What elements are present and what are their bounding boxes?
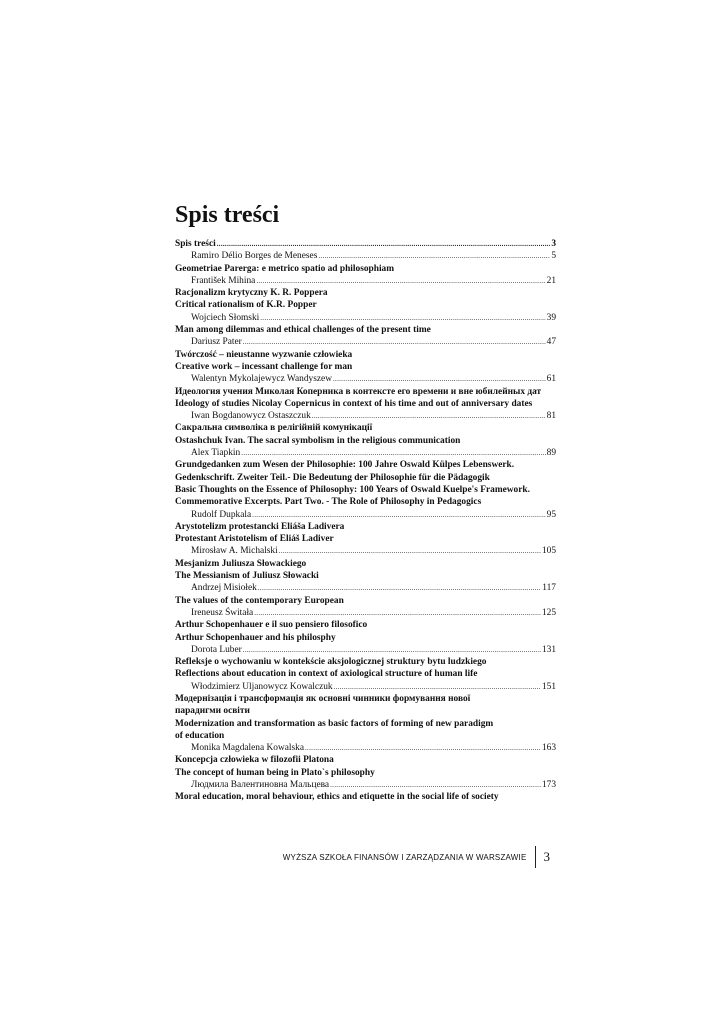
dot-leader xyxy=(260,312,545,324)
toc-author-line xyxy=(175,312,556,324)
toc-page-number: 105 xyxy=(541,546,556,557)
toc-title: Grundgedanken zum Wesen der Philosophie: 100 Jahre Oswald Külpes Lebenswerk. xyxy=(175,460,515,471)
toc-title: Модернізація і трансформація як основні чинники формування нової xyxy=(175,693,471,704)
toc-title: Creative work – incessant challenge for man xyxy=(175,361,353,372)
dot-leader xyxy=(333,373,546,385)
toc-author-line xyxy=(175,607,556,619)
toc-title: The concept of human being in Plato`s philosophy xyxy=(175,767,375,778)
dot-leader xyxy=(243,336,546,348)
toc-author: Dorota Luber xyxy=(191,644,242,655)
toc-title-line xyxy=(175,521,556,533)
dot-leader xyxy=(252,509,545,521)
toc-author: Ramiro Délio Borges de Meneses xyxy=(191,251,318,262)
page-footer xyxy=(283,846,550,868)
toc-title: Koncepcja człowieka w filozofii Platona xyxy=(175,755,334,766)
toc-author-line xyxy=(175,681,556,693)
toc-author-line xyxy=(175,275,556,287)
toc-title-line xyxy=(175,238,556,250)
toc-author: Alex Tiapkin xyxy=(191,448,241,459)
toc-title-line xyxy=(175,632,556,644)
toc-title-line xyxy=(175,558,556,570)
toc-page-number: 39 xyxy=(546,312,556,323)
toc-title: Сакральна символіка в релігійній комунікації xyxy=(175,423,373,434)
toc-title: Gedenkschrift. Zweiter Teil.- Die Bedeutung der Philosophie für die Pädagogik xyxy=(175,472,490,483)
toc-author-line xyxy=(175,509,556,521)
toc-title-line xyxy=(175,386,556,398)
dot-leader xyxy=(254,607,541,619)
toc-title-line xyxy=(175,595,556,607)
toc-title-line xyxy=(175,668,556,680)
toc-title-line xyxy=(175,435,556,447)
toc-title-line xyxy=(175,656,556,668)
toc-author-line xyxy=(175,582,556,594)
toc-title: Twórczość – nieustanne wyzwanie człowieka xyxy=(175,349,353,360)
toc-page-number: 131 xyxy=(541,644,556,655)
toc-author-line xyxy=(175,336,556,348)
toc-page-number: 47 xyxy=(546,337,556,348)
toc-title-line xyxy=(175,718,556,730)
dot-leader xyxy=(330,779,541,791)
dot-leader xyxy=(318,250,550,262)
toc-page-number: 95 xyxy=(546,509,556,520)
toc-author: Walentyn Mykolajewycz Wandyszew xyxy=(191,374,332,385)
toc-page-number: 125 xyxy=(541,607,556,618)
dot-leader xyxy=(217,238,551,250)
toc-title: Critical rationalism of K.R. Popper xyxy=(175,300,317,311)
toc-author-line xyxy=(175,779,556,791)
toc-title: Man among dilemmas and ethical challenges of the present time xyxy=(175,325,431,336)
toc-author: Wojciech Słomski xyxy=(191,312,260,323)
toc-title-line xyxy=(175,287,556,299)
toc-title: The Messianism of Juliusz Słowacki xyxy=(175,571,319,582)
toc-title-line xyxy=(175,754,556,766)
footer-publisher: WYŻSZA SZKOŁA FINANSÓW I ZARZĄDZANIA W WARSZAWIE xyxy=(282,852,527,862)
toc-page-number: 117 xyxy=(542,583,556,594)
toc-title: Ideology of studies Nicolay Copernicus in context of his time and out of anniversary dates xyxy=(175,398,533,409)
toc-title: Moral education, moral behaviour, ethics and etiquette in the social life of society xyxy=(175,792,499,803)
toc-title: Arystotelizm protestancki Eliáša Ladivera xyxy=(175,521,345,532)
toc-title: Protestant Aristotelism of Eliáš Ladiver xyxy=(175,534,334,545)
dot-leader xyxy=(241,447,545,459)
toc-title-line xyxy=(175,791,556,803)
toc-title-line xyxy=(175,705,556,717)
toc-page-number: 21 xyxy=(546,275,556,286)
toc-title: Mesjanizm Juliusza Słowackiego xyxy=(175,558,307,569)
toc-author-line xyxy=(175,545,556,557)
toc-author: Włodzimierz Uljanowycz Kowalczuk xyxy=(191,681,333,692)
toc-title-line xyxy=(175,619,556,631)
toc-title-line xyxy=(175,398,556,410)
dot-leader xyxy=(305,742,541,754)
dot-leader xyxy=(243,644,541,656)
toc-author: František Mihina xyxy=(191,275,256,286)
toc-title: Geometriae Parerga: e metrico spatio ad philosophiam xyxy=(175,263,395,274)
toc-page-number: 173 xyxy=(541,780,556,791)
toc-author-line xyxy=(175,373,556,385)
toc-author: Ireneusz Świtała xyxy=(191,607,254,618)
toc-page-number: 61 xyxy=(546,374,556,385)
toc-page-number: 3 xyxy=(551,239,556,249)
toc-title: The values of the contemporary European xyxy=(175,595,344,606)
toc-author: Andrzej Misiołek xyxy=(191,583,257,594)
toc-author-line xyxy=(175,644,556,656)
toc-title-line xyxy=(175,422,556,434)
toc-title-line xyxy=(175,472,556,484)
toc-title-line xyxy=(175,361,556,373)
toc-title: Arthur Schopenhauer and his philosphy xyxy=(175,632,336,643)
toc-page-number: 163 xyxy=(541,743,556,754)
toc-author: Mirosław A. Michalski xyxy=(191,546,278,557)
toc-author: Rudolf Dupkala xyxy=(191,509,252,520)
toc-page-number: 5 xyxy=(551,251,556,262)
page-title: Spis treści xyxy=(175,202,280,228)
toc-title-line xyxy=(175,730,556,742)
toc-title-line xyxy=(175,496,556,508)
toc-author-line xyxy=(175,742,556,754)
toc-title: Basic Thoughts on the Essence of Philosophy: 100 Years of Oswald Kuelpe's Framework. xyxy=(175,484,530,495)
toc-title-line xyxy=(175,349,556,361)
toc-title-line xyxy=(175,459,556,471)
toc-title-line xyxy=(175,484,556,496)
toc-title-line xyxy=(175,324,556,336)
toc-page-number: 89 xyxy=(546,448,556,459)
toc-title: Ostashchuk Ivan. The sacral symbolism in the religious communication xyxy=(175,435,461,446)
toc-title: Commemorative Excerpts. Part Two. - The Role of Philosophy in Pedagogics xyxy=(175,497,482,508)
table-of-contents xyxy=(175,238,556,804)
toc-author-line xyxy=(175,410,556,422)
toc-title: Идеология учения Миколая Коперника в контексте его времени и вне юбилейных дат xyxy=(175,386,542,397)
toc-title-line xyxy=(175,299,556,311)
toc-title-line xyxy=(175,693,556,705)
toc-author: Dariusz Pater xyxy=(191,337,242,348)
dot-leader xyxy=(279,545,541,557)
toc-title: of education xyxy=(175,730,225,741)
toc-author: Monika Magdalena Kowalska xyxy=(191,743,304,754)
toc-author: Людмила Валентиновна Мальцева xyxy=(191,780,330,791)
toc-page-number: 81 xyxy=(546,411,556,422)
toc-title-line xyxy=(175,263,556,275)
toc-title: Reflections about education in context of axiological structure of human life xyxy=(175,669,478,680)
toc-author: Iwan Bogdanowycz Ostaszczuk xyxy=(191,411,311,422)
toc-title-line xyxy=(175,570,556,582)
toc-title: Arthur Schopenhauer e il suo pensiero filosofico xyxy=(175,620,368,631)
toc-author-line xyxy=(175,250,556,262)
dot-leader xyxy=(258,582,541,594)
dot-leader xyxy=(256,275,545,287)
dot-leader xyxy=(312,410,546,422)
dot-leader xyxy=(334,681,541,693)
toc-title: Modernization and transformation as basic factors of forming of new paradigm xyxy=(175,718,494,729)
footer-page-number: 3 xyxy=(543,849,550,864)
toc-title: парадигми освіти xyxy=(175,706,250,717)
toc-title: Refleksje o wychowaniu w kontekście aksjologicznej struktury bytu ludzkiego xyxy=(175,657,487,668)
toc-title: Spis treści xyxy=(175,239,216,249)
toc-page-number: 151 xyxy=(541,681,556,692)
toc-title-line xyxy=(175,533,556,545)
toc-title: Racjonalizm krytyczny K. R. Poppera xyxy=(175,288,328,299)
toc-author-line xyxy=(175,447,556,459)
toc-title-line xyxy=(175,767,556,779)
